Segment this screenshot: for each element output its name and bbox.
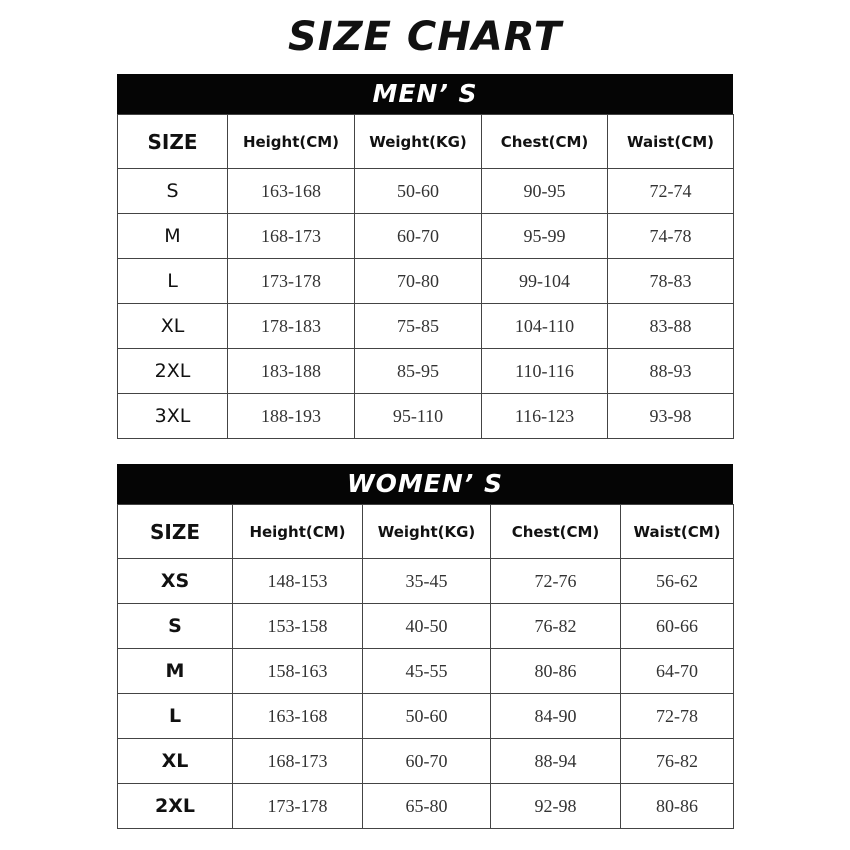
size-cell: S bbox=[118, 604, 233, 649]
waist-cell: 72-74 bbox=[608, 169, 734, 214]
table-row bbox=[118, 694, 734, 739]
column-header-weight: Weight(KG) bbox=[355, 115, 482, 169]
table-row bbox=[118, 394, 734, 439]
mens-header-row bbox=[118, 115, 734, 169]
table-row bbox=[118, 214, 734, 259]
weight-cell: 50-60 bbox=[363, 694, 491, 739]
chest-cell: 72-76 bbox=[491, 559, 621, 604]
column-header-weight: Weight(KG) bbox=[363, 505, 491, 559]
weight-cell: 75-85 bbox=[355, 304, 482, 349]
height-cell: 168-173 bbox=[228, 214, 355, 259]
womens-header-row bbox=[118, 505, 734, 559]
waist-cell: 80-86 bbox=[621, 784, 734, 829]
weight-cell: 85-95 bbox=[355, 349, 482, 394]
size-cell: 2XL bbox=[118, 784, 233, 829]
size-cell: 2XL bbox=[118, 349, 228, 394]
waist-cell: 83-88 bbox=[608, 304, 734, 349]
chest-cell: 95-99 bbox=[482, 214, 608, 259]
height-cell: 178-183 bbox=[228, 304, 355, 349]
mens-table bbox=[117, 114, 734, 439]
chest-cell: 80-86 bbox=[491, 649, 621, 694]
table-row bbox=[118, 784, 734, 829]
waist-cell: 76-82 bbox=[621, 739, 734, 784]
chest-cell: 104-110 bbox=[482, 304, 608, 349]
table-row bbox=[118, 304, 734, 349]
table-row bbox=[118, 649, 734, 694]
height-cell: 183-188 bbox=[228, 349, 355, 394]
table-row bbox=[118, 559, 734, 604]
chest-cell: 110-116 bbox=[482, 349, 608, 394]
table-row bbox=[118, 349, 734, 394]
size-cell: XS bbox=[118, 559, 233, 604]
weight-cell: 65-80 bbox=[363, 784, 491, 829]
size-cell: L bbox=[118, 259, 228, 304]
chest-cell: 84-90 bbox=[491, 694, 621, 739]
waist-cell: 88-93 bbox=[608, 349, 734, 394]
column-header-waist: Waist(CM) bbox=[621, 505, 734, 559]
size-cell: 3XL bbox=[118, 394, 228, 439]
height-cell: 168-173 bbox=[233, 739, 363, 784]
weight-cell: 45-55 bbox=[363, 649, 491, 694]
height-cell: 163-168 bbox=[228, 169, 355, 214]
size-cell: M bbox=[118, 649, 233, 694]
column-header-waist: Waist(CM) bbox=[608, 115, 734, 169]
table-row bbox=[118, 604, 734, 649]
weight-cell: 50-60 bbox=[355, 169, 482, 214]
chest-cell: 90-95 bbox=[482, 169, 608, 214]
size-cell: XL bbox=[118, 304, 228, 349]
height-cell: 188-193 bbox=[228, 394, 355, 439]
weight-cell: 40-50 bbox=[363, 604, 491, 649]
weight-cell: 35-45 bbox=[363, 559, 491, 604]
chest-cell: 99-104 bbox=[482, 259, 608, 304]
size-cell: L bbox=[118, 694, 233, 739]
waist-cell: 74-78 bbox=[608, 214, 734, 259]
height-cell: 163-168 bbox=[233, 694, 363, 739]
waist-cell: 56-62 bbox=[621, 559, 734, 604]
waist-cell: 78-83 bbox=[608, 259, 734, 304]
womens-size-table bbox=[117, 464, 733, 829]
weight-cell: 60-70 bbox=[363, 739, 491, 784]
column-header-chest: Chest(CM) bbox=[482, 115, 608, 169]
column-header-height: Height(CM) bbox=[228, 115, 355, 169]
mens-size-table bbox=[117, 74, 733, 439]
height-cell: 173-178 bbox=[233, 784, 363, 829]
height-cell: 153-158 bbox=[233, 604, 363, 649]
womens-banner: WOMEN’ S bbox=[117, 464, 733, 504]
size-cell: M bbox=[118, 214, 228, 259]
weight-cell: 70-80 bbox=[355, 259, 482, 304]
waist-cell: 60-66 bbox=[621, 604, 734, 649]
waist-cell: 72-78 bbox=[621, 694, 734, 739]
table-row bbox=[118, 739, 734, 784]
height-cell: 148-153 bbox=[233, 559, 363, 604]
column-header-size: SIZE bbox=[118, 505, 233, 559]
size-cell: S bbox=[118, 169, 228, 214]
chest-cell: 92-98 bbox=[491, 784, 621, 829]
chest-cell: 76-82 bbox=[491, 604, 621, 649]
table-row bbox=[118, 169, 734, 214]
size-cell: XL bbox=[118, 739, 233, 784]
chest-cell: 88-94 bbox=[491, 739, 621, 784]
page-title: SIZE CHART bbox=[287, 14, 563, 60]
height-cell: 173-178 bbox=[228, 259, 355, 304]
weight-cell: 60-70 bbox=[355, 214, 482, 259]
column-header-chest: Chest(CM) bbox=[491, 505, 621, 559]
table-row bbox=[118, 259, 734, 304]
chest-cell: 116-123 bbox=[482, 394, 608, 439]
waist-cell: 93-98 bbox=[608, 394, 734, 439]
womens-table bbox=[117, 504, 734, 829]
column-header-size: SIZE bbox=[118, 115, 228, 169]
mens-banner: MEN’ S bbox=[117, 74, 733, 114]
height-cell: 158-163 bbox=[233, 649, 363, 694]
column-header-height: Height(CM) bbox=[233, 505, 363, 559]
weight-cell: 95-110 bbox=[355, 394, 482, 439]
waist-cell: 64-70 bbox=[621, 649, 734, 694]
